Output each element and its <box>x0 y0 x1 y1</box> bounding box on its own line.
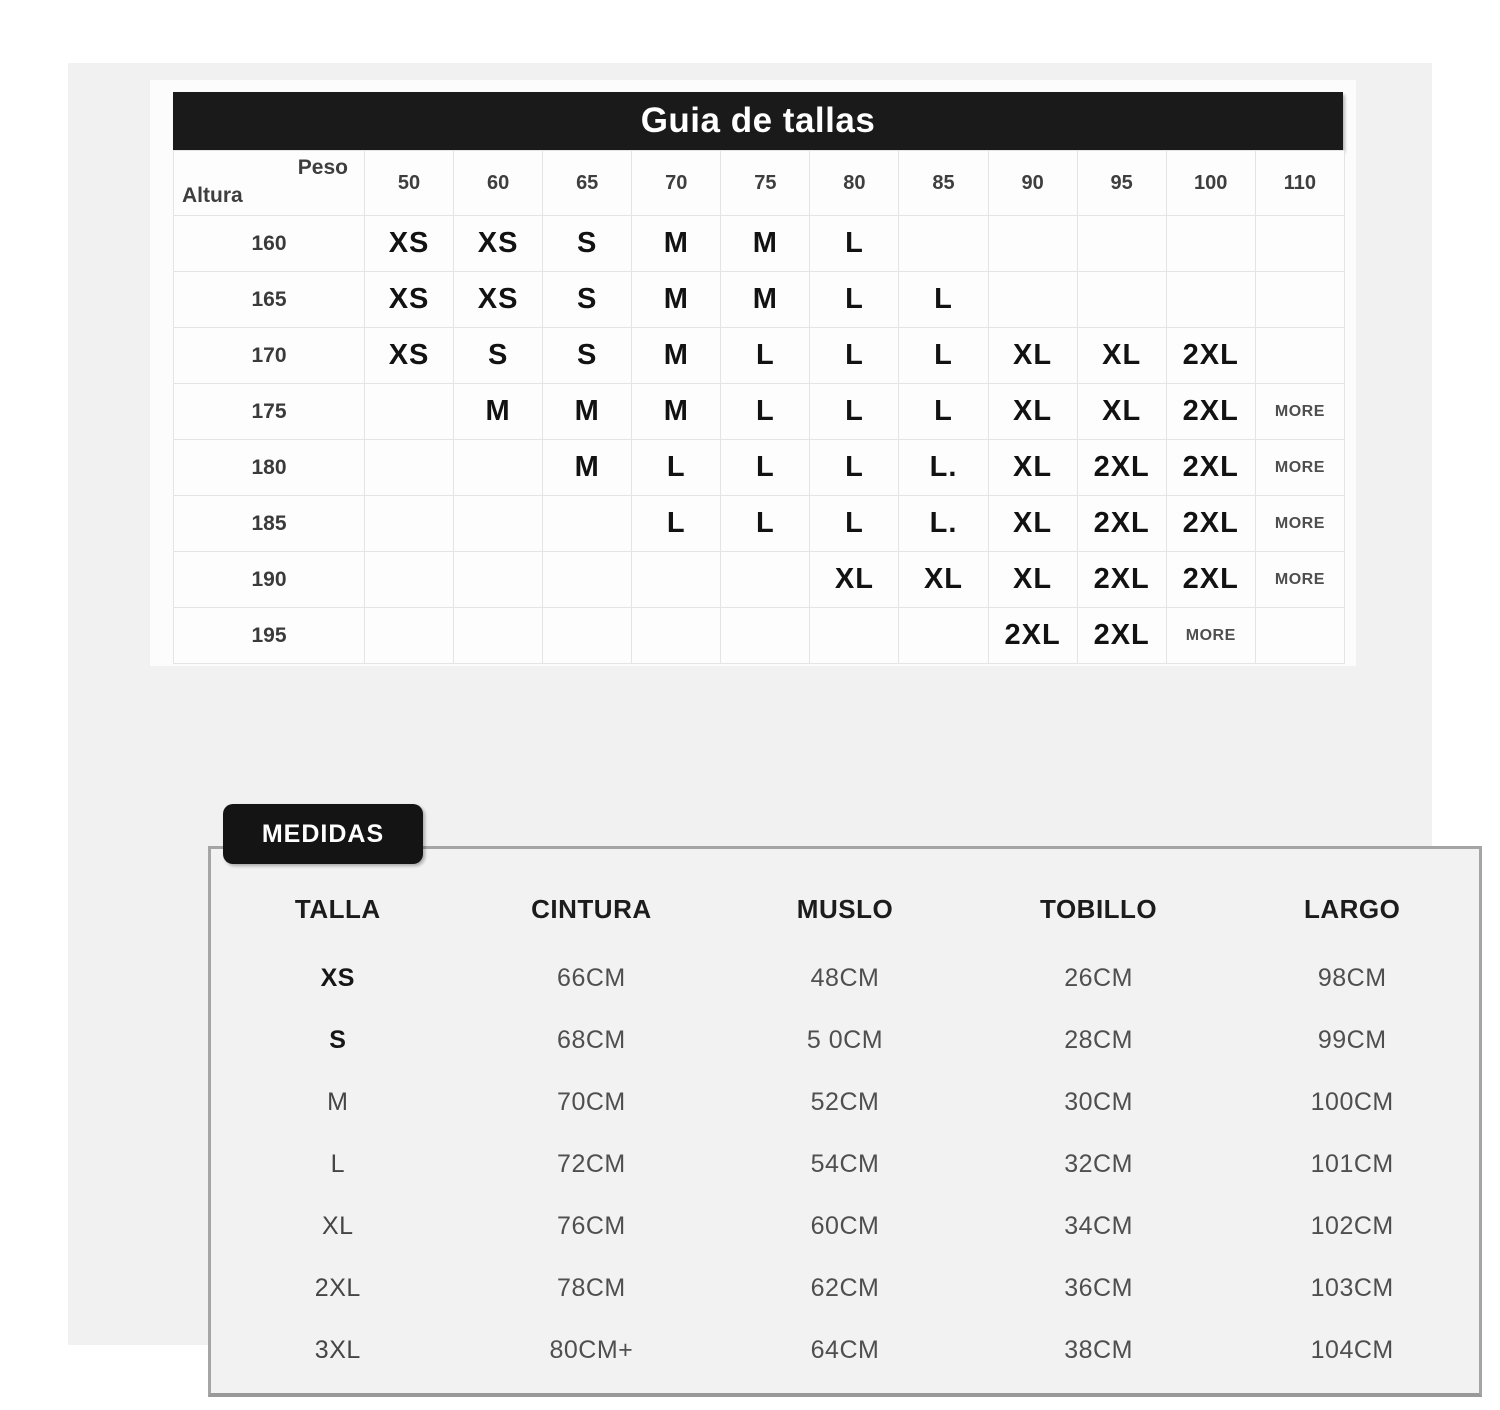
measure-value: 103CM <box>1310 1273 1394 1302</box>
weight-column-header: 50 <box>365 151 454 216</box>
medidas-body <box>211 947 1479 1381</box>
measure-value: 26CM <box>1064 963 1133 992</box>
empty-cell <box>454 608 543 664</box>
size-cell: MORE <box>1255 384 1344 440</box>
empty-cell <box>721 608 810 664</box>
size-cell: 2XL <box>1077 552 1166 608</box>
size-cell: L <box>721 496 810 552</box>
empty-cell <box>988 272 1077 328</box>
size-cell: XS <box>454 272 543 328</box>
talla-value: S <box>329 1025 347 1054</box>
medidas-column-header: CINTURA <box>531 893 652 924</box>
measure-value: 34CM <box>1064 1211 1133 1240</box>
size-cell: L <box>810 272 899 328</box>
measure-value: 72CM <box>557 1149 626 1178</box>
measure-value: 66CM <box>557 963 626 992</box>
size-cell: M <box>632 328 721 384</box>
size-cell: L <box>632 440 721 496</box>
size-cell: 2XL <box>1166 384 1255 440</box>
size-guide-title: Guia de tallas <box>640 101 876 140</box>
size-cell: L <box>721 384 810 440</box>
medidas-row <box>211 1009 1479 1071</box>
measure-value: 98CM <box>1317 963 1387 992</box>
medidas-column-header: TOBILLO <box>1040 893 1158 924</box>
measure-value: 100CM <box>1310 1087 1394 1116</box>
size-cell: XS <box>365 328 454 384</box>
size-cell: L. <box>899 496 988 552</box>
measure-value: 54CM <box>810 1149 880 1178</box>
size-cell: L <box>810 328 899 384</box>
medidas-label: MEDIDAS <box>261 819 385 848</box>
medidas-row <box>211 1071 1479 1133</box>
size-cell: L <box>721 328 810 384</box>
size-cell: XL <box>988 496 1077 552</box>
medidas-column-header: TALLA <box>294 893 381 924</box>
size-cell: 2XL <box>1166 440 1255 496</box>
size-cell: XS <box>454 216 543 272</box>
size-cell: L <box>810 216 899 272</box>
empty-cell <box>1255 216 1344 272</box>
size-cell: XL <box>810 552 899 608</box>
medidas-row <box>211 1257 1479 1319</box>
altura-value: 195 <box>174 608 365 664</box>
empty-cell <box>632 552 721 608</box>
size-guide-title-bar <box>173 92 1343 150</box>
size-cell: L <box>810 440 899 496</box>
altura-value: 170 <box>174 328 365 384</box>
talla-value: L <box>330 1149 345 1178</box>
measure-value: 76CM <box>557 1211 626 1240</box>
size-cell: L <box>810 496 899 552</box>
empty-cell <box>721 552 810 608</box>
medidas-row <box>211 947 1479 1009</box>
empty-cell <box>454 496 543 552</box>
empty-cell <box>899 608 988 664</box>
empty-cell <box>1077 272 1166 328</box>
size-cell: 2XL <box>1166 328 1255 384</box>
altura-value: 175 <box>174 384 365 440</box>
size-guide-header-row <box>174 151 1345 216</box>
size-cell: 2XL <box>1077 608 1166 664</box>
talla-value: XL <box>322 1211 354 1240</box>
size-cell: XL <box>988 440 1077 496</box>
measure-value: 48CM <box>810 963 880 992</box>
size-cell: XS <box>365 216 454 272</box>
measure-value: 68CM <box>557 1025 626 1054</box>
altura-value: 180 <box>174 440 365 496</box>
medidas-tab <box>223 804 423 864</box>
measure-value: 80CM+ <box>549 1335 634 1364</box>
weight-column-header: 100 <box>1166 151 1255 216</box>
size-cell: S <box>543 328 632 384</box>
size-cell: S <box>543 272 632 328</box>
empty-cell <box>1166 272 1255 328</box>
size-cell: M <box>632 216 721 272</box>
size-cell: XL <box>1077 328 1166 384</box>
measure-value: 32CM <box>1064 1149 1133 1178</box>
empty-cell <box>365 496 454 552</box>
altura-label: Altura <box>182 184 243 207</box>
weight-column-header: 70 <box>632 151 721 216</box>
size-cell: MORE <box>1255 440 1344 496</box>
measure-value: 102CM <box>1310 1211 1394 1240</box>
size-cell: M <box>721 216 810 272</box>
measure-value: 5 0CM <box>806 1025 884 1054</box>
size-guide-row <box>174 216 1345 272</box>
measure-value: 38CM <box>1064 1335 1133 1364</box>
empty-cell <box>1255 608 1344 664</box>
measure-value: 104CM <box>1310 1335 1394 1364</box>
size-cell: L <box>632 496 721 552</box>
size-cell: MORE <box>1255 552 1344 608</box>
weight-column-header: 90 <box>988 151 1077 216</box>
medidas-row <box>211 1195 1479 1257</box>
size-cell: 2XL <box>1077 496 1166 552</box>
size-guide-row <box>174 440 1345 496</box>
size-cell: XS <box>365 272 454 328</box>
medidas-column-header: MUSLO <box>796 893 894 924</box>
talla-value: M <box>327 1087 349 1116</box>
measure-value: 28CM <box>1064 1025 1133 1054</box>
weight-column-header: 95 <box>1077 151 1166 216</box>
size-cell: L. <box>899 440 988 496</box>
altura-value: 185 <box>174 496 365 552</box>
empty-cell <box>365 384 454 440</box>
altura-value: 190 <box>174 552 365 608</box>
measure-value: 64CM <box>810 1335 880 1364</box>
size-cell: XL <box>988 328 1077 384</box>
size-guide-row <box>174 272 1345 328</box>
size-guide-row <box>174 552 1345 608</box>
size-cell: L <box>810 384 899 440</box>
size-cell: XL <box>988 384 1077 440</box>
size-cell: 2XL <box>1166 496 1255 552</box>
size-cell: XL <box>899 552 988 608</box>
measure-value: 78CM <box>557 1273 626 1302</box>
size-cell: 2XL <box>1166 552 1255 608</box>
size-cell: L <box>721 440 810 496</box>
corner-cell <box>174 151 365 216</box>
size-chart-panel <box>68 63 1432 1364</box>
size-guide-row <box>174 328 1345 384</box>
size-cell: M <box>543 440 632 496</box>
medidas-table <box>208 846 1482 1397</box>
measure-value: 101CM <box>1310 1149 1394 1178</box>
measure-value: 60CM <box>810 1211 880 1240</box>
size-cell: XL <box>988 552 1077 608</box>
medidas-row <box>211 1133 1479 1195</box>
measure-value: 30CM <box>1064 1087 1133 1116</box>
empty-cell <box>1255 272 1344 328</box>
altura-value: 160 <box>174 216 365 272</box>
size-cell: M <box>632 272 721 328</box>
empty-cell <box>1166 216 1255 272</box>
weight-column-header: 75 <box>721 151 810 216</box>
empty-cell <box>365 552 454 608</box>
medidas-column-header: LARGO <box>1304 893 1401 924</box>
talla-value: 2XL <box>314 1273 361 1302</box>
size-cell: M <box>632 384 721 440</box>
size-cell: XL <box>1077 384 1166 440</box>
empty-cell <box>543 496 632 552</box>
empty-cell <box>988 216 1077 272</box>
size-cell: 2XL <box>988 608 1077 664</box>
measure-value: 70CM <box>557 1087 626 1116</box>
empty-cell <box>543 608 632 664</box>
measure-value: 36CM <box>1064 1273 1133 1302</box>
size-guide-card <box>150 80 1356 666</box>
empty-cell <box>632 608 721 664</box>
talla-value: XS <box>320 963 355 992</box>
size-cell: MORE <box>1255 496 1344 552</box>
medidas-row <box>211 1319 1479 1381</box>
weight-column-header: 60 <box>454 151 543 216</box>
empty-cell <box>1255 328 1344 384</box>
empty-cell <box>899 216 988 272</box>
size-cell: M <box>543 384 632 440</box>
empty-cell <box>1077 216 1166 272</box>
empty-cell <box>810 608 899 664</box>
empty-cell <box>543 552 632 608</box>
empty-cell <box>454 440 543 496</box>
altura-value: 165 <box>174 272 365 328</box>
empty-cell <box>454 552 543 608</box>
size-guide-row <box>174 496 1345 552</box>
size-cell: S <box>454 328 543 384</box>
peso-label: Peso <box>297 156 348 179</box>
empty-cell <box>365 440 454 496</box>
size-cell: L <box>899 384 988 440</box>
empty-cell <box>365 608 454 664</box>
talla-value: 3XL <box>314 1335 361 1364</box>
size-cell: M <box>721 272 810 328</box>
measure-value: 62CM <box>810 1273 880 1302</box>
weight-column-header: 65 <box>543 151 632 216</box>
size-cell: S <box>543 216 632 272</box>
size-guide-row <box>174 384 1345 440</box>
size-cell: 2XL <box>1077 440 1166 496</box>
size-cell: MORE <box>1166 608 1255 664</box>
size-cell: M <box>454 384 543 440</box>
measure-value: 99CM <box>1317 1025 1387 1054</box>
size-cell: L <box>899 272 988 328</box>
size-guide-row <box>174 608 1345 664</box>
size-guide-table <box>173 150 1345 664</box>
size-cell: L <box>899 328 988 384</box>
weight-column-header: 110 <box>1255 151 1344 216</box>
weight-column-header: 80 <box>810 151 899 216</box>
weight-column-header: 85 <box>899 151 988 216</box>
measure-value: 52CM <box>810 1087 880 1116</box>
